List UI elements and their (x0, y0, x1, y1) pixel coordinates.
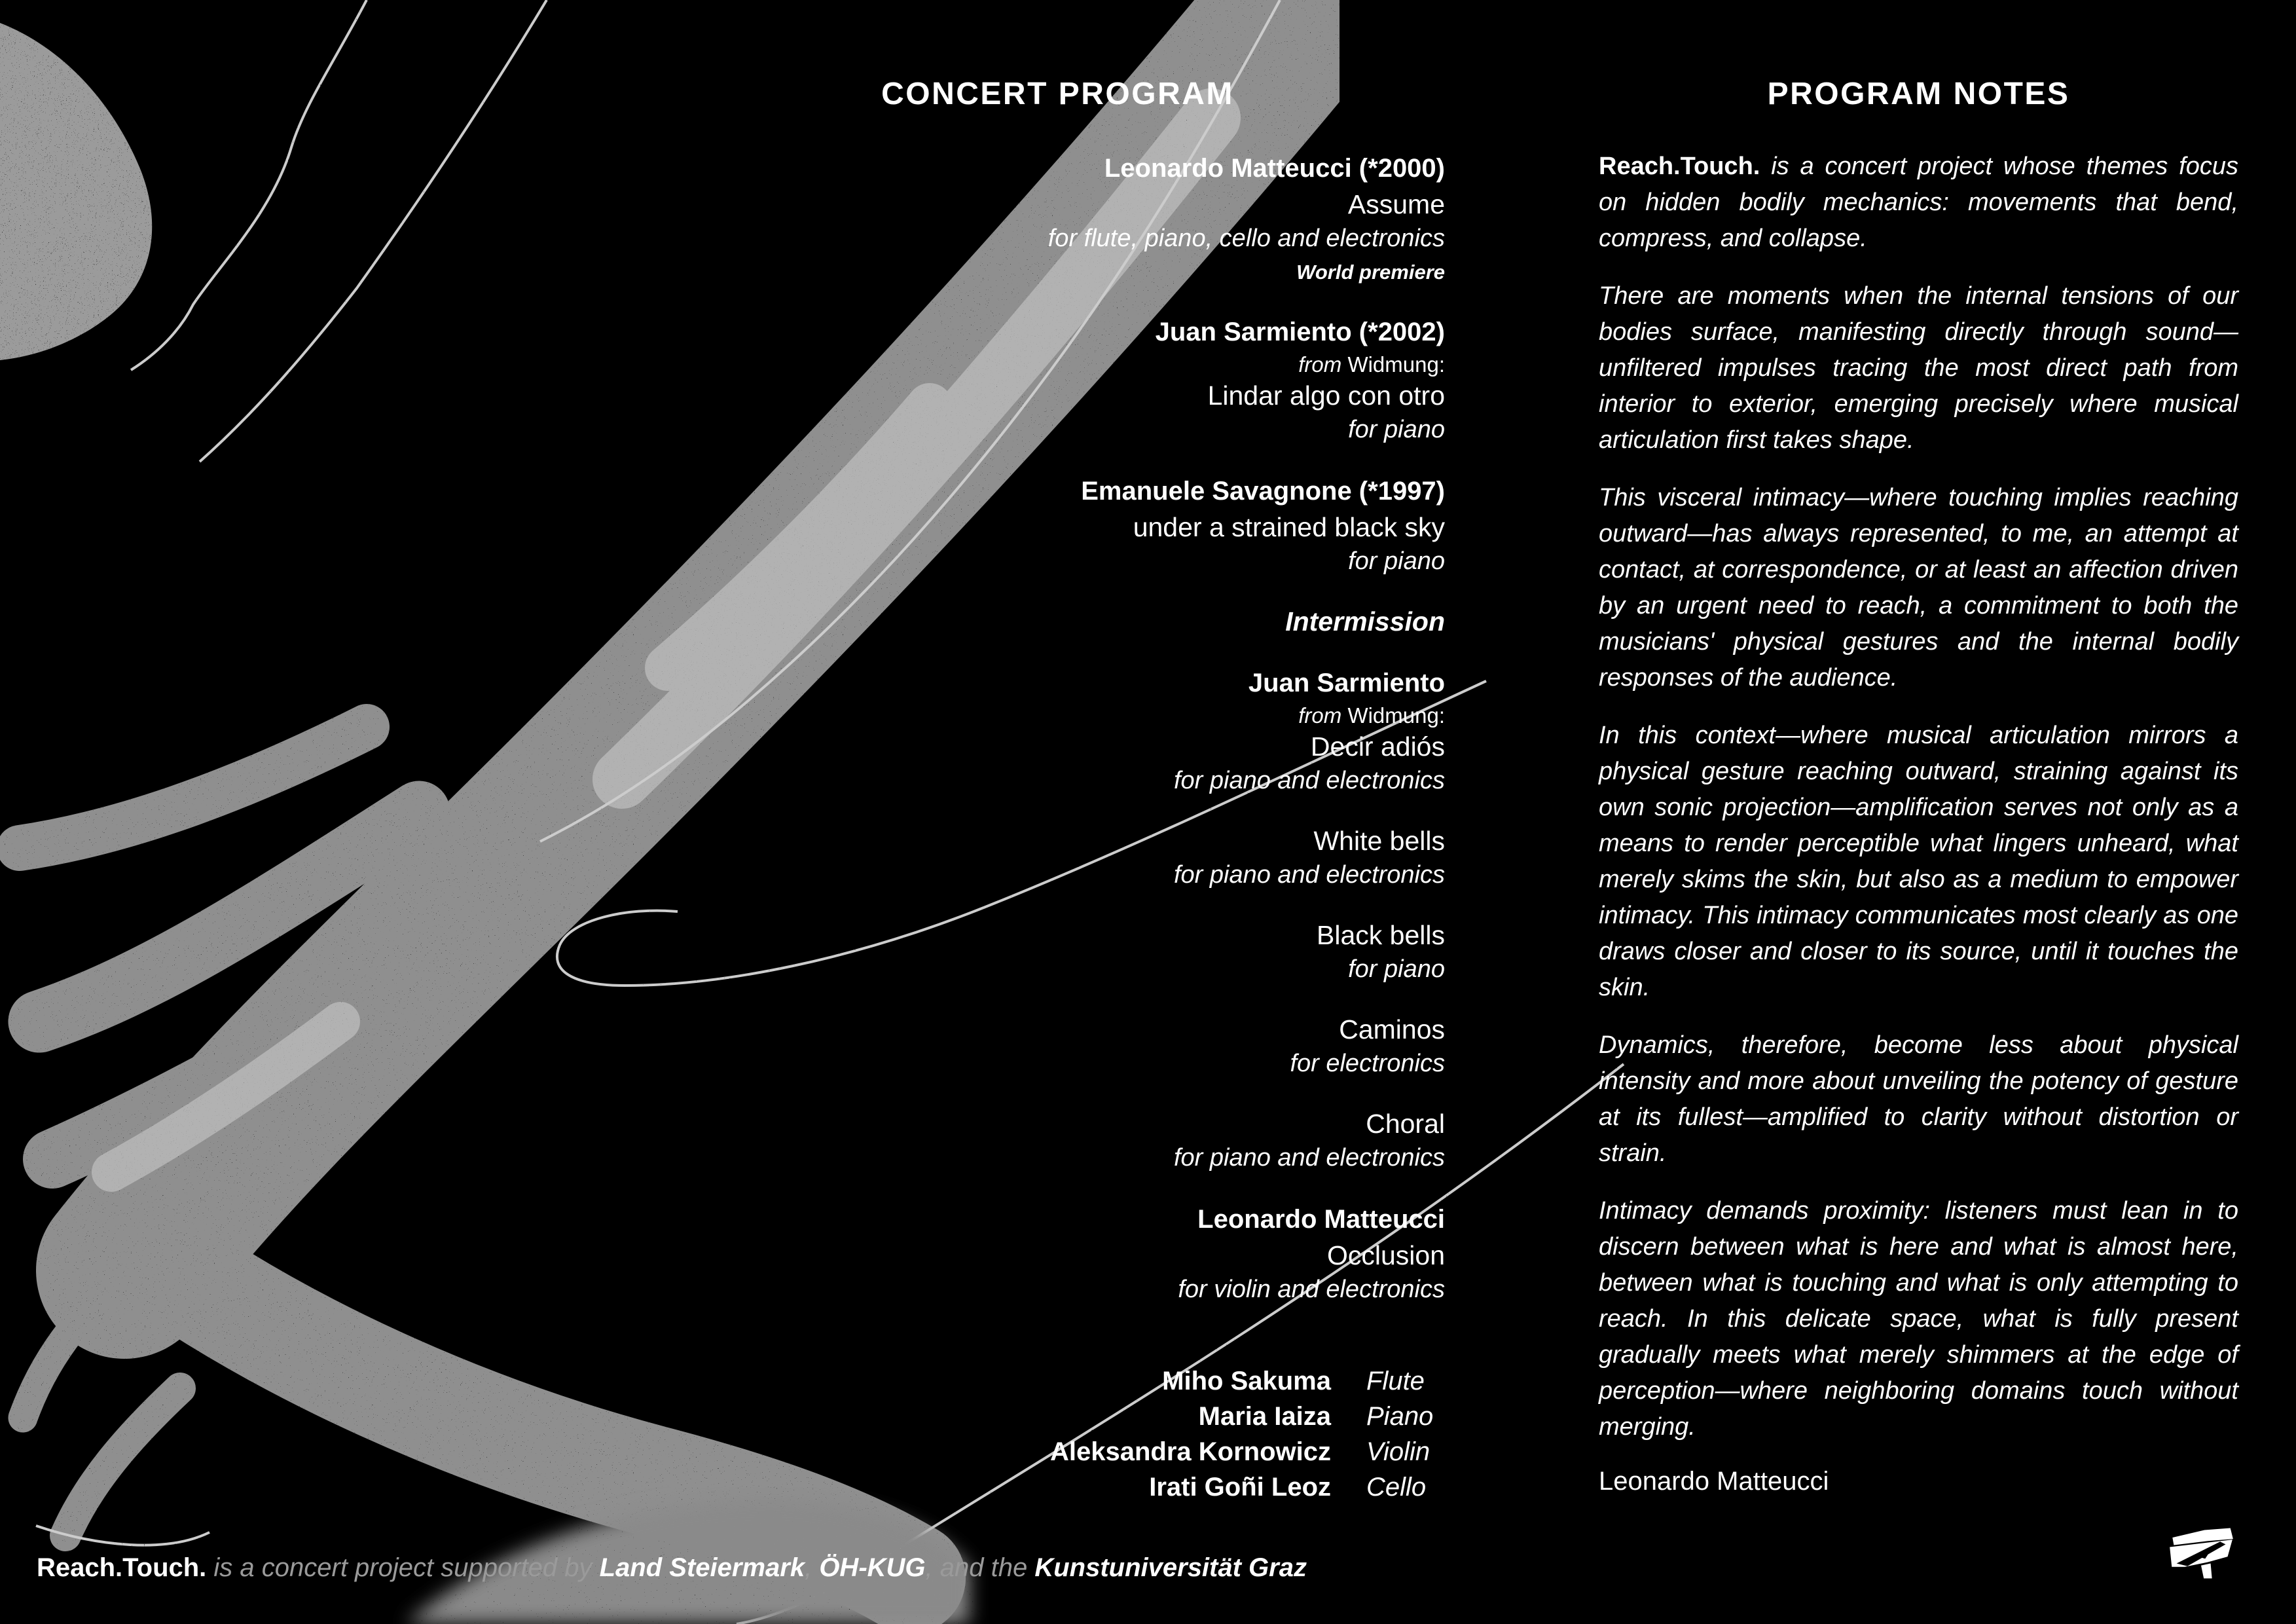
performer-row (670, 1399, 1445, 1434)
piece-title: Caminos (1339, 1014, 1445, 1044)
performer-row (670, 1434, 1445, 1469)
program-entry (670, 1107, 1445, 1175)
performer-name: Maria Iaiza (1198, 1402, 1331, 1431)
notes-paragraph: This visceral intimacy—where touching implies reaching outward—has always represented, to me, an attempt at contact, at correspondence, or at least an affection driven by an urgent need to reach, a commitment to both the musicians' physical gestures and the internal bodily responses of the audience. (1599, 484, 2238, 692)
program-column (670, 76, 1445, 1333)
notes-paragraph: In this context—where musical articulation mirrors a physical gesture reaching outward, straining against its own sonic projection—amplification serves not only as a means to render perceptible what lingers unheard, what merely skims the skin, but also as a medium to empower intimacy. This intimacy communicates most clearly as one draws closer and closer to its source, until it touches the skin. (1599, 722, 2238, 1001)
instrumentation: for piano (1348, 547, 1445, 575)
instrumentation: for piano and electronics (1173, 861, 1445, 889)
composer-name: Emanuele Savagnone (*1997) (1081, 477, 1445, 506)
program-entry (670, 918, 1445, 987)
program-entry (670, 1012, 1445, 1081)
separator: , and the (925, 1553, 1035, 1582)
notes-title: PROGRAM NOTES (1767, 77, 2070, 111)
composer-name: Leonardo Matteucci (*2000) (1104, 154, 1445, 183)
sponsor-kunstuniversitaet-graz: Kunstuniversität Graz (1034, 1553, 1307, 1582)
sponsor-land-steiermark: Land Steiermark (599, 1553, 805, 1582)
corner-sketch-patch (0, 23, 152, 360)
program-entry (670, 150, 1445, 288)
composer-name: Juan Sarmiento (1248, 669, 1445, 697)
program-entry (670, 314, 1445, 447)
from-cycle-line (670, 702, 1445, 729)
instrumentation: for piano and electronics (1173, 1144, 1445, 1172)
cycle-title: Widmung: (1347, 703, 1445, 728)
notes-paragraph (1599, 149, 2238, 257)
instrumentation: for electronics (1290, 1050, 1445, 1077)
project-name: Reach.Touch. (37, 1553, 207, 1582)
program-entry (670, 665, 1445, 798)
program-entry (670, 1201, 1445, 1307)
performer-name: Aleksandra Kornowicz (1049, 1437, 1331, 1466)
program-title: CONCERT PROGRAM (881, 77, 1234, 111)
piece-title: Lindar algo con otro (1207, 380, 1445, 411)
instrumentation: for piano and electronics (1173, 767, 1445, 794)
piece-title: under a strained black sky (1133, 512, 1445, 542)
instrumentation: for piano (1348, 955, 1445, 983)
support-text: is a concert project supported by (206, 1553, 600, 1582)
reach-touch-logo (2167, 1527, 2235, 1582)
composer-name: Juan Sarmiento (*2002) (1155, 318, 1445, 346)
program-entry (670, 824, 1445, 893)
performer-name: Irati Goñi Leoz (1149, 1473, 1331, 1502)
paragraph-text: is a concert project whose themes focus on hidden bodily mechanics: movements that bend, compress, and collapse. (1599, 153, 2238, 252)
performer-name: Miho Sakuma (1162, 1367, 1331, 1395)
premiere-note: World premiere (1296, 261, 1445, 284)
performer-instrument: Cello (1366, 1473, 1427, 1502)
performer-instrument: Flute (1366, 1367, 1425, 1395)
notes-paragraph: Dynamics, therefore, become less about physical intensity and more about unveiling the potency of gesture at its fullest—amplified to clarity without distortion or strain. (1599, 1031, 2238, 1167)
instrumentation: for violin and electronics (1178, 1276, 1445, 1303)
performer-instrument: Piano (1366, 1402, 1434, 1431)
instrumentation: for flute, piano, cello and electronics (1048, 225, 1445, 252)
piece-title: White bells (1313, 826, 1445, 856)
program-entry (670, 473, 1445, 579)
piece-title: Black bells (1317, 920, 1445, 950)
program-entries (670, 150, 1445, 1307)
intermission-label: Intermission (1285, 606, 1445, 637)
instrumentation: for piano (1348, 416, 1445, 443)
notes-column (1599, 76, 2238, 1496)
intermission-entry (670, 604, 1445, 639)
piece-title: Choral (1366, 1109, 1445, 1139)
performer-row (670, 1469, 1445, 1505)
from-cycle-line (670, 351, 1445, 378)
performer-instrument: Violin (1366, 1437, 1430, 1466)
notes-paragraph: Intimacy demands proximity: listeners must lean in to discern between what is here and what is almost here, between what is touching and what is only attempting to reach. In this delicate space, what is fully present gradually meets what merely shimmers at the edge of perception—where neighboring domains touch without merging. (1599, 1197, 2238, 1441)
separator: , (805, 1553, 820, 1582)
composer-name: Leonardo Matteucci (1197, 1205, 1445, 1234)
notes-paragraph: There are moments when the internal tensions of our bodies surface, manifesting directly through sound—unfiltered impulses tracing the most direct path from interior to exterior, emerging precisely where musical articulation first takes shape. (1599, 282, 2238, 454)
cycle-title: Widmung: (1347, 352, 1445, 377)
from-word: from (1298, 352, 1342, 377)
performers-list (670, 1363, 1445, 1505)
piece-title: Occlusion (1326, 1240, 1445, 1270)
from-word: from (1298, 703, 1342, 728)
performer-row (670, 1363, 1445, 1399)
project-name: Reach.Touch. (1599, 153, 1760, 180)
author-signature: Leonardo Matteucci (1599, 1467, 1829, 1496)
support-line (37, 1553, 1307, 1583)
sponsor-oeh-kug: ÖH-KUG (819, 1553, 926, 1582)
piece-title: Assume (1347, 189, 1445, 219)
piece-title: Decir adiós (1310, 731, 1445, 762)
